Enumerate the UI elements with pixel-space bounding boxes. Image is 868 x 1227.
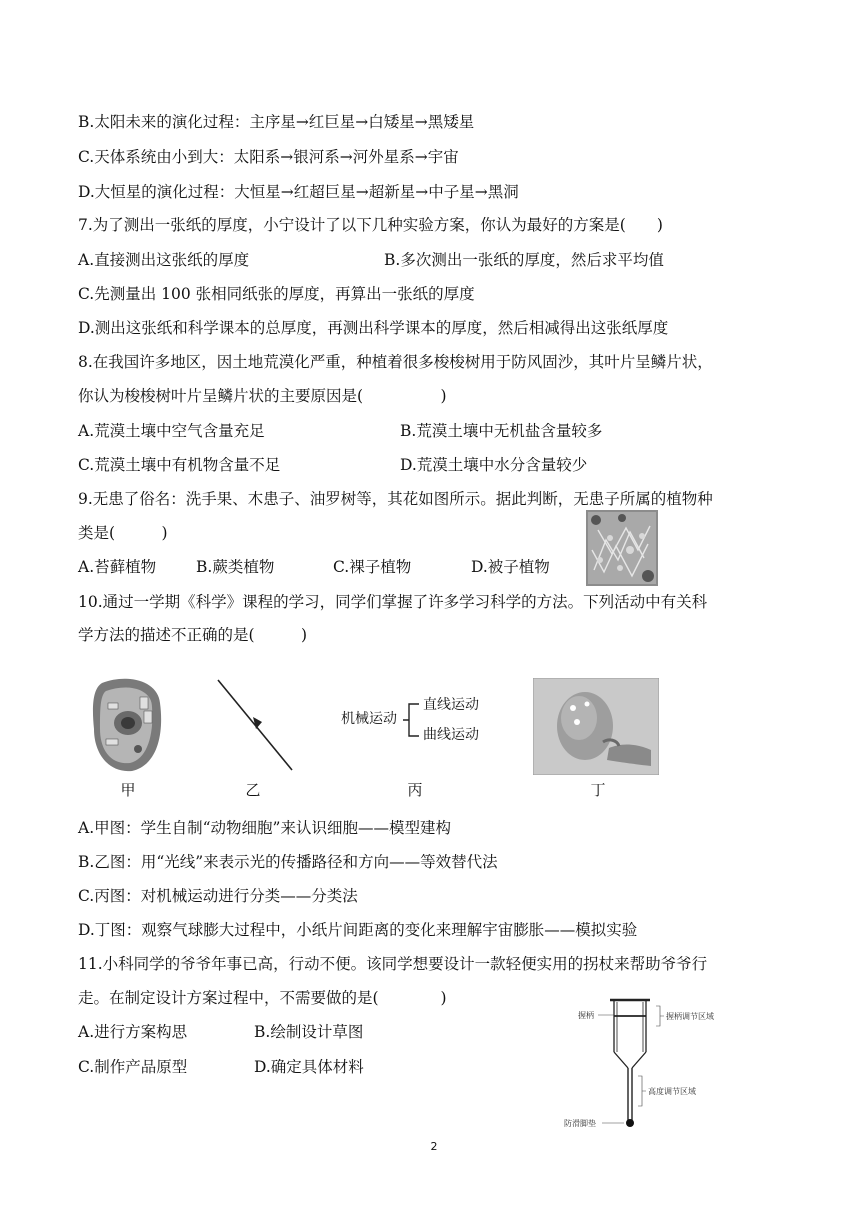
crutch-label-grip-adjust: 握柄调节区域 <box>666 1012 714 1021</box>
diagram-branch-curve: 曲线运动 <box>423 727 479 743</box>
caption-jia: 甲 <box>120 781 136 799</box>
q10-stem-line2: 学方法的描述不正确的是( ) <box>78 626 308 644</box>
diagram-branch-straight: 直线运动 <box>423 697 479 713</box>
q11-stem-line1: 11.小科同学的爷爷年事已高，行动不便。该同学想要设计一款轻便实用的拐杖来帮助爷爷行 <box>78 955 708 973</box>
q9-option-a: A.苔藓植物 <box>78 558 157 576</box>
q9-stem-line2: 类是( ) <box>78 524 168 542</box>
balloon-photo <box>533 678 659 775</box>
page-number: 2 <box>430 1140 438 1153</box>
light-ray-diagram <box>212 676 298 774</box>
q7-stem: 7.为了测出一张纸的厚度，小宁设计了以下几种实验方案，你认为最好的方案是( ) <box>78 216 663 234</box>
caption-ding: 丁 <box>590 781 606 799</box>
q11-option-d: D.确定具体材料 <box>254 1058 364 1076</box>
crutch-label-foot: 防滑脚垫 <box>564 1119 596 1128</box>
q9-stem-line1: 9.无患了俗名：洗手果、木患子、油罗树等，其花如图所示。据此判断，无患子所属的植物种 <box>78 490 713 508</box>
caption-yi: 乙 <box>245 781 261 799</box>
q8-option-d: D.荒漠土壤中水分含量较少 <box>400 456 588 474</box>
crutch-label-grip: 握柄 <box>578 1011 594 1020</box>
q9-option-b: B.蕨类植物 <box>196 558 275 576</box>
q10-option-d: D.丁图：观察气球膨大过程中，小纸片间距离的变化来理解宇宙膨胀——模拟实验 <box>78 921 638 939</box>
q11-option-c: C.制作产品原型 <box>78 1058 188 1076</box>
q11-option-b: B.绘制设计草图 <box>254 1023 364 1041</box>
q11-option-a: A.进行方案构思 <box>78 1023 188 1041</box>
q11-stem-line2: 走。在制定设计方案过程中，不需要做的是( ) <box>78 989 447 1007</box>
q7-option-c: C.先测量出 100 张相同纸张的厚度，再算出一张纸的厚度 <box>78 285 475 303</box>
q8-option-b: B.荒漠土壤中无机盐含量较多 <box>400 422 603 440</box>
q7-option-a: A.直接测出这张纸的厚度 <box>78 251 250 269</box>
q8-stem-line1: 8.在我国许多地区，因土地荒漠化严重，种植着很多梭梭树用于防风固沙，其叶片呈鳞片状， <box>78 353 713 371</box>
q6-option-c: C.天体系统由小到大：太阳系→银河系→河外星系→宇宙 <box>78 148 459 166</box>
q7-option-b: B.多次测出一张纸的厚度，然后求平均值 <box>384 251 664 269</box>
q9-option-d: D.被子植物 <box>471 558 550 576</box>
q9-option-c: C.裸子植物 <box>333 558 412 576</box>
q8-option-c: C.荒漠土壤中有机物含量不足 <box>78 456 281 474</box>
q6-option-b: B.太阳未来的演化过程：主序星→红巨星→白矮星→黑矮星 <box>78 113 475 131</box>
crutch-diagram <box>560 996 760 1132</box>
caption-bing: 丙 <box>407 781 423 799</box>
q6-option-d: D.大恒星的演化过程：大恒星→红超巨星→超新星→中子星→黑洞 <box>78 183 519 201</box>
q8-stem-line2: 你认为梭梭树叶片呈鳞片状的主要原因是( ) <box>78 387 447 405</box>
flower-photo <box>586 510 658 586</box>
q8-option-a: A.荒漠土壤中空气含量充足 <box>78 422 265 440</box>
q10-option-a: A.甲图：学生自制“动物细胞”来认识细胞——模型建构 <box>78 819 451 837</box>
brace-icon <box>401 702 421 740</box>
crutch-label-height-adjust: 高度调节区域 <box>648 1087 696 1096</box>
q10-option-c: C.丙图：对机械运动进行分类——分类法 <box>78 887 358 905</box>
cell-model-photo <box>88 673 168 775</box>
diagram-root-label: 机械运动 <box>341 711 397 727</box>
q10-option-b: B.乙图：用“光线”来表示光的传播路径和方向——等效替代法 <box>78 853 498 871</box>
q10-stem-line1: 10.通过一学期《科学》课程的学习，同学们掌握了许多学习科学的方法。下列活动中有关科 <box>78 593 708 611</box>
q7-option-d: D.测出这张纸和科学课本的总厚度，再测出科学课本的厚度，然后相减得出这张纸厚度 <box>78 319 669 337</box>
